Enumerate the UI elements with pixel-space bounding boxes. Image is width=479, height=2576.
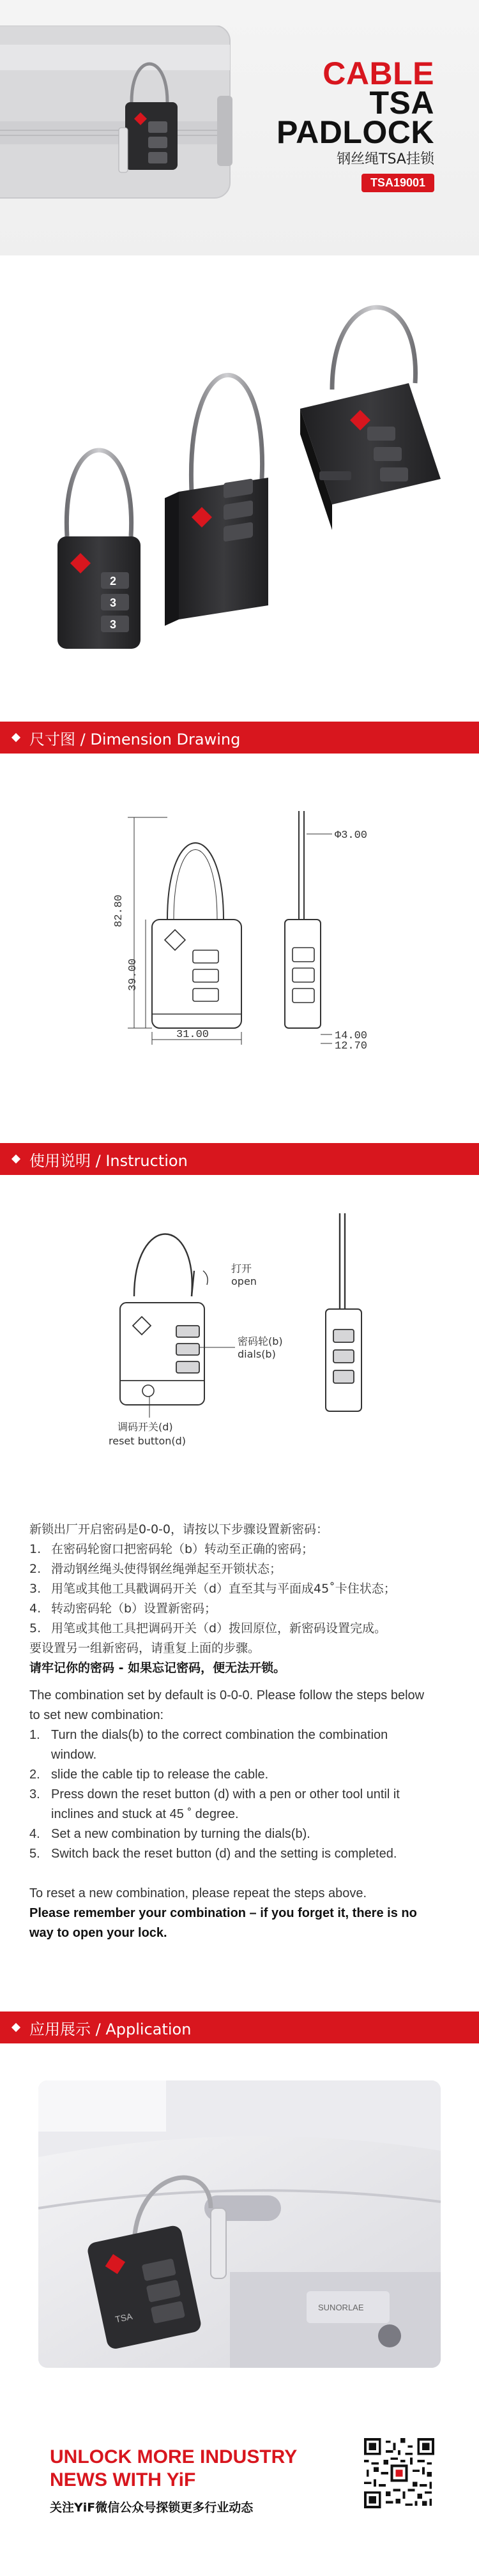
section-title: 应用展示 / Application (29, 2020, 192, 2038)
hero-banner (0, 0, 479, 255)
dial-digit: 3 (110, 618, 117, 631)
instruction-warning-en: Please remember your combination – if you forget it, there is no way to open your lock. (29, 1906, 417, 1940)
qr-code[interactable] (364, 2438, 434, 2508)
label-reset-en: reset button(d) (109, 1435, 186, 1447)
instruction-warning-cn: 请牢记你的密码 - 如果忘记密码，便无法开锁。 (29, 1661, 286, 1675)
section-header-application (0, 2012, 479, 2043)
section-title: 使用说明 / Instruction (29, 1151, 188, 1170)
instruction-steps-en (29, 1725, 451, 1864)
dim-total-height: 82.80 (113, 894, 125, 927)
instruction-intro-en: The combination set by default is 0-0-0. Please follow the steps below to set new combination: (29, 1688, 425, 1722)
instruction-diagram (0, 1213, 479, 1488)
suitcase-with-lock-illustration (0, 26, 249, 217)
lock-angle-view (165, 375, 268, 626)
title-padlock: PADLOCK (276, 114, 434, 150)
label-dials-cn: 密码轮(b) (238, 1335, 283, 1347)
dial-digit: 3 (110, 596, 117, 609)
label-dials-en: dials(b) (238, 1348, 276, 1360)
instruction-repeat-en: To reset a new combination, please repeat the steps above. (29, 1886, 367, 1900)
hero-title (276, 56, 434, 150)
instruction-english (29, 1686, 451, 1943)
diamond-icon (11, 1155, 20, 1163)
product-photos (0, 268, 479, 690)
dimension-drawing (0, 792, 479, 1060)
tsa-mark: TSA (114, 2310, 133, 2325)
title-cable: CABLE (323, 56, 434, 91)
diamond-icon (11, 2023, 20, 2032)
list-item: 1. 在密码轮窗口把密码轮（b）转动至正确的密码； (29, 1542, 314, 1556)
diamond-icon (11, 733, 20, 742)
list-item: 2. 滑动钢丝绳头使得钢丝绳弹起至开锁状态； (29, 1562, 282, 1576)
label-open-cn: 打开 (231, 1262, 252, 1275)
list-item: 3. 用笔或其他工具戳调码开关（d）直至其与平面成45˚卡住状态； (29, 1582, 396, 1596)
list-item: 3. Press down the reset button (d) with a pen or other tool until it inclines and stuck at 45 ˚ degree. (29, 1787, 400, 1821)
dim-body-width: 31.00 (176, 1029, 209, 1041)
brand-label: SUNORLAE (318, 2303, 364, 2312)
list-item: 5. 用笔或其他工具把调码开关（d）拨回原位，新密码设置完成。 (29, 1621, 387, 1635)
instruction-chinese (29, 1520, 451, 1678)
section-header-instruction (0, 1143, 479, 1175)
dim-depth-a: 14.00 (335, 1030, 368, 1042)
dim-body-height: 39.00 (127, 958, 139, 991)
instruction-steps-cn (29, 1540, 451, 1639)
footer-title: UNLOCK MORE INDUSTRY NEWS WITH YiF (50, 2446, 298, 2490)
label-reset-cn: 调码开关(d) (118, 1421, 173, 1433)
label-open-en: open (231, 1275, 257, 1287)
footer-subtitle: 关注YiF微信公众号探锁更多行业动态 (50, 2501, 254, 2515)
list-item: 1. Turn the dials(b) to the correct combination the combination window. (29, 1728, 388, 1762)
suitcase-photo-illustration (38, 2080, 441, 2368)
list-item: 5. Switch back the reset button (d) and the setting is completed. (29, 1847, 397, 1861)
title-tsa: TSA (369, 85, 434, 121)
dim-shackle-diameter: Φ3.00 (335, 830, 368, 842)
dim-depth-b: 12.70 (335, 1040, 368, 1052)
application-photo (38, 2080, 441, 2368)
lock-front-view (57, 450, 141, 649)
list-item: 4. 转动密码轮（b）设置新密码； (29, 1602, 217, 1616)
section-title: 尺寸图 / Dimension Drawing (29, 730, 241, 748)
dial-digit: 2 (110, 575, 117, 587)
instruction-intro-cn: 新锁出厂开启密码是0-0-0，请按以下步骤设置新密码： (29, 1522, 328, 1536)
lock-top-view (300, 307, 441, 530)
section-header-dimension (0, 722, 479, 754)
list-item: 4. Set a new combination by turning the dials(b). (29, 1827, 310, 1841)
model-badge: TSA19001 (361, 174, 434, 192)
instruction-repeat-cn: 要设置另一组新密码，请重复上面的步骤。 (29, 1641, 261, 1655)
list-item: 2. slide the cable tip to release the cable. (29, 1768, 269, 1782)
hero-subtitle: 钢丝绳TSA挂锁 (337, 151, 434, 167)
